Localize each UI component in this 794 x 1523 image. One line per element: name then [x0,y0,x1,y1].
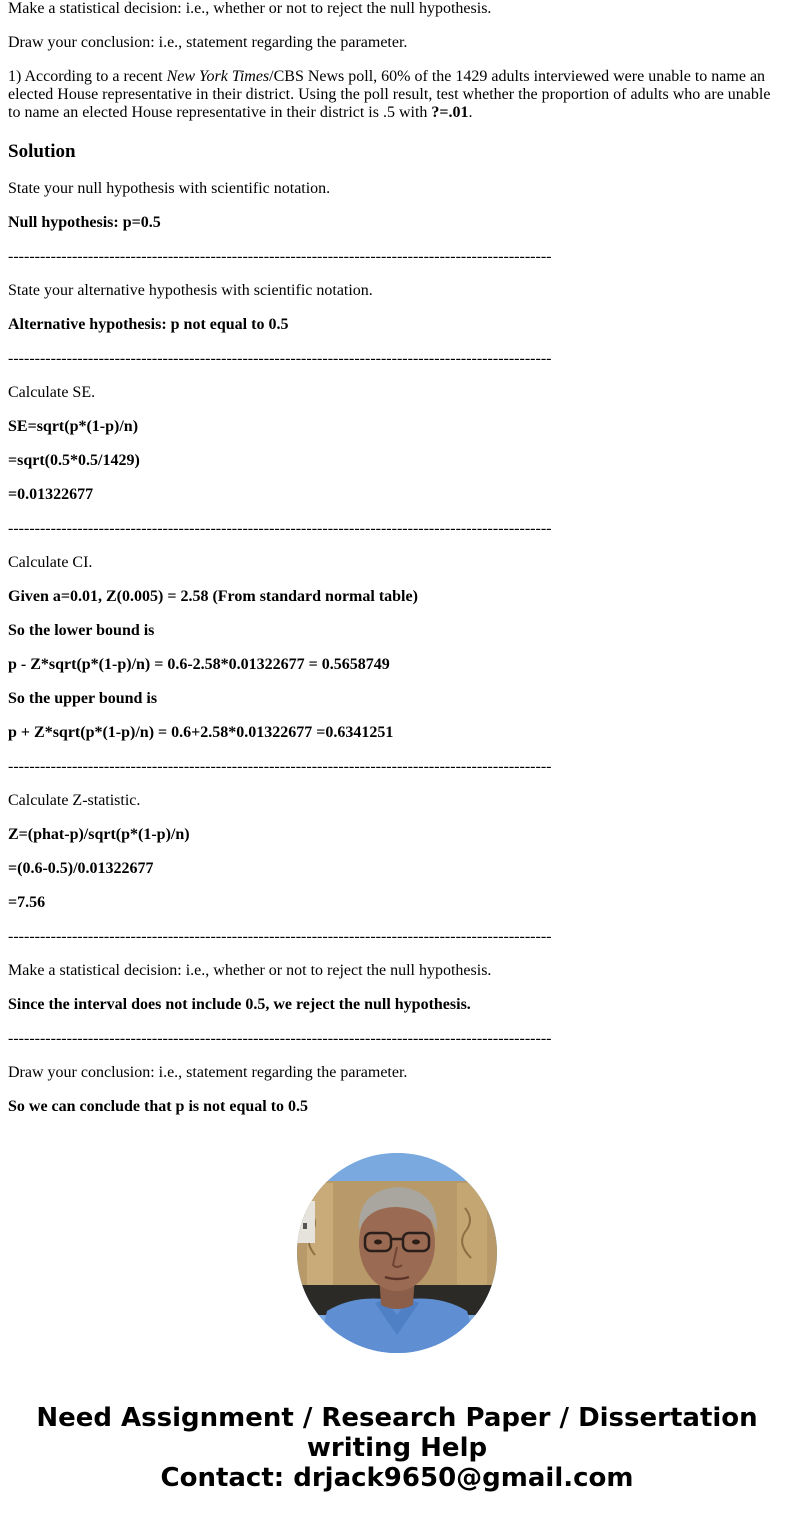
divider: ------------------------------------------------------------------------------------------------------ [8,758,552,775]
problem-alpha: ?=.01 [431,104,469,121]
ci-lower-calc: p - Z*sqrt(p*(1-p)/n) = 0.6-2.58*0.01322677 = 0.5658749 [8,656,390,673]
question-block [8,0,778,122]
author-photo-icon [297,1153,497,1353]
ci-upper-calc: p + Z*sqrt(p*(1-p)/n) = 0.6+2.58*0.01322677 =0.6341251 [8,724,394,741]
decision-answer: Since the interval does not include 0.5, we reject the null hypothesis. [8,996,471,1013]
z-prompt: Calculate Z-statistic. [8,792,141,809]
null-hypothesis-prompt: State your null hypothesis with scientific notation. [8,180,331,197]
se-substitution: =sqrt(0.5*0.5/1429) [8,452,140,469]
divider: ------------------------------------------------------------------------------------------------------ [8,928,552,945]
se-formula: SE=sqrt(p*(1-p)/n) [8,418,139,435]
promo-banner [0,1403,794,1493]
problem-body: /CBS News poll, 60% of the 1429 adults interviewed were unable to name an elected House representative in their district. Using the poll result, test whether the proportion of adults who are unable to name an elected House representative in their district is .5 with [8,68,771,121]
document-body [8,0,778,1132]
problem-statement [8,68,778,122]
se-prompt: Calculate SE. [8,384,96,401]
null-hypothesis-answer: Null hypothesis: p=0.5 [8,214,161,231]
ci-prompt: Calculate CI. [8,554,93,571]
se-result: =0.01322677 [8,486,94,503]
problem-suffix: . [468,104,473,121]
alt-hypothesis-answer: Alternative hypothesis: p not equal to 0.5 [8,316,289,333]
promo-contact: Contact: drjack9650@gmail.com [160,1463,634,1493]
author-avatar [297,1153,497,1353]
conclusion-prompt: Draw your conclusion: i.e., statement regarding the parameter. [8,1064,408,1081]
divider: ------------------------------------------------------------------------------------------------------ [8,350,552,367]
promo-line-2: writing Help [306,1433,488,1463]
z-formula: Z=(phat-p)/sqrt(p*(1-p)/n) [8,826,190,843]
problem-source: New York Times [166,68,270,85]
z-substitution: =(0.6-0.5)/0.01322677 [8,860,154,877]
z-result: =7.56 [8,894,46,911]
prev-step-decision: Make a statistical decision: i.e., whether or not to reject the null hypothesis. [8,0,492,17]
problem-prefix: 1) According to a recent [8,68,167,85]
prev-step-conclusion: Draw your conclusion: i.e., statement regarding the parameter. [8,34,408,51]
conclusion-answer: So we can conclude that p is not equal to 0.5 [8,1098,309,1115]
ci-given: Given a=0.01, Z(0.005) = 2.58 (From standard normal table) [8,588,418,605]
promo-line-1: Need Assignment / Research Paper / Dissertation [36,1403,758,1433]
solution-heading: Solution [8,141,76,162]
ci-upper-label: So the upper bound is [8,690,158,707]
divider: ------------------------------------------------------------------------------------------------------ [8,248,552,265]
alt-hypothesis-prompt: State your alternative hypothesis with scientific notation. [8,282,373,299]
divider: ------------------------------------------------------------------------------------------------------ [8,1030,552,1047]
ci-lower-label: So the lower bound is [8,622,155,639]
divider: ------------------------------------------------------------------------------------------------------ [8,520,552,537]
decision-prompt: Make a statistical decision: i.e., whether or not to reject the null hypothesis. [8,962,492,979]
